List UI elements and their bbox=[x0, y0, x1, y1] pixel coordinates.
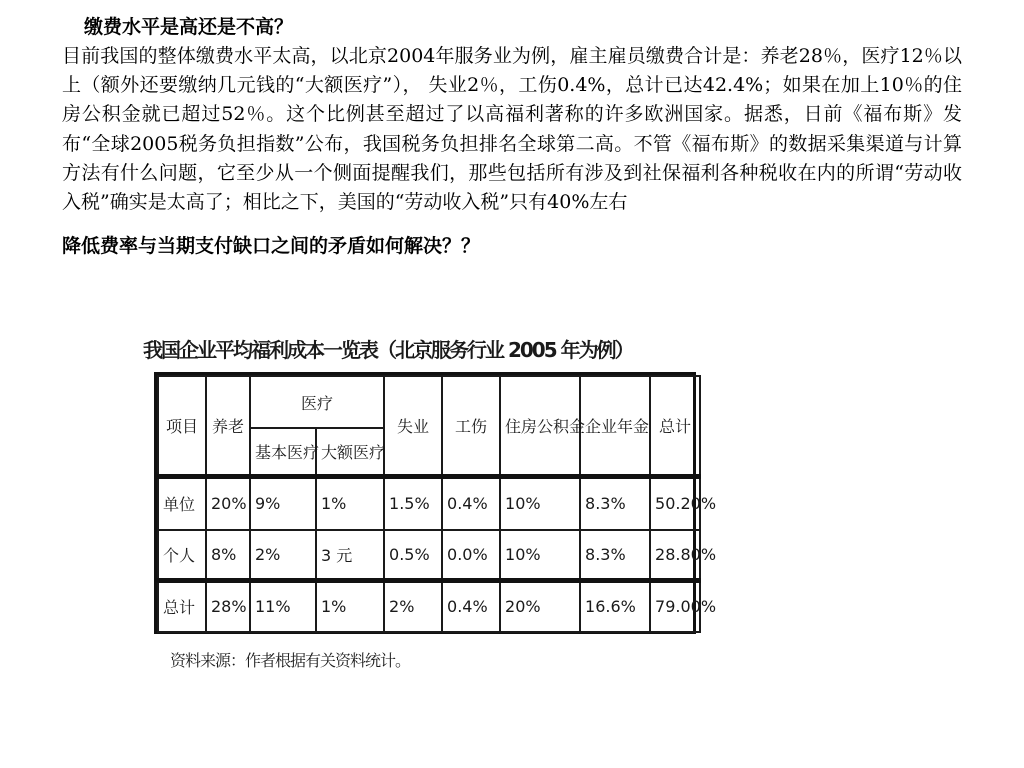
benefit-cost-grid bbox=[157, 375, 717, 633]
section-heading-contribution-level: 缴费水平是高还是不高？ bbox=[84, 16, 294, 38]
body-paragraph: 目前我国的整体缴费水平太高，以北京2004年服务业为例，雇主雇员缴费合计是：养老28％，医疗12％以上（额外还要缴纳几元钱的“大额医疗”）， 失业2％，工伤0.4%，总计已达42.4%；如果在加上10％的住房公积金就已超过52％。这个比例甚至超过了以高福利著称的许多欧洲国家。据悉，日前《福布斯》发布“全球2005税务负担指数”公布，我国税务负担排名全球第二高。不管《福布斯》的数据采集渠道与计算方法有什么问题，它至少从一个侧面提醒我们，那些包括所有涉及到社保福利各种税收在内的所谓“劳动收入税”确实是太高了；相比之下，美国的“劳动收入税”只有40%左右 bbox=[62, 45, 962, 214]
cell-injury: 0.0% bbox=[442, 530, 500, 580]
cell-medical-basic: 2% bbox=[250, 530, 316, 580]
header-medical: 医疗 bbox=[250, 376, 384, 428]
cell-medical-basic: 11% bbox=[250, 580, 316, 632]
table-row bbox=[158, 580, 700, 632]
cell-medical-basic: 9% bbox=[250, 476, 316, 530]
header-medical-major: 大额医疗 bbox=[316, 428, 384, 476]
cell-housing-fund: 10% bbox=[500, 530, 580, 580]
cell-enterprise-annuity: 8.3% bbox=[580, 476, 650, 530]
header-total: 总计 bbox=[650, 376, 700, 476]
benefit-cost-table bbox=[154, 372, 717, 634]
table-row bbox=[158, 476, 700, 530]
cell-pension: 20% bbox=[206, 476, 250, 530]
cell-total: 79.00% bbox=[650, 580, 700, 632]
cell-unemployment: 0.5% bbox=[384, 530, 442, 580]
header-pension: 养老 bbox=[206, 376, 250, 476]
table-title: 我国企业平均福利成本一览表（北京服务行业 2005 年为例） bbox=[143, 338, 633, 362]
cell-enterprise-annuity: 8.3% bbox=[580, 530, 650, 580]
cell-medical-major: 3 元 bbox=[316, 530, 384, 580]
table-source-note: 资料来源：作者根据有关资料统计。 bbox=[170, 651, 411, 670]
cell-pension: 28% bbox=[206, 580, 250, 632]
header-enterprise-annuity: 企业年金 bbox=[580, 376, 650, 476]
cell-unemployment: 2% bbox=[384, 580, 442, 632]
cell-total: 28.80% bbox=[650, 530, 700, 580]
table-row bbox=[158, 530, 700, 580]
header-housing-fund: 住房公积金 bbox=[500, 376, 580, 476]
header-injury: 工伤 bbox=[442, 376, 500, 476]
header-item: 项目 bbox=[158, 376, 206, 476]
cell-injury: 0.4% bbox=[442, 476, 500, 530]
header-unemployment: 失业 bbox=[384, 376, 442, 476]
cell-item: 单位 bbox=[158, 476, 206, 530]
cell-total: 50.20% bbox=[650, 476, 700, 530]
cell-item: 总计 bbox=[158, 580, 206, 632]
cell-enterprise-annuity: 16.6% bbox=[580, 580, 650, 632]
cell-pension: 8% bbox=[206, 530, 250, 580]
section-heading-rate-gap: 降低费率与当期支付缺口之间的矛盾如何解决？？ bbox=[62, 235, 481, 257]
cell-injury: 0.4% bbox=[442, 580, 500, 632]
cell-unemployment: 1.5% bbox=[384, 476, 442, 530]
cell-medical-major: 1% bbox=[316, 580, 384, 632]
cell-medical-major: 1% bbox=[316, 476, 384, 530]
header-medical-basic: 基本医疗 bbox=[250, 428, 316, 476]
cell-housing-fund: 20% bbox=[500, 580, 580, 632]
cell-housing-fund: 10% bbox=[500, 476, 580, 530]
cell-item: 个人 bbox=[158, 530, 206, 580]
